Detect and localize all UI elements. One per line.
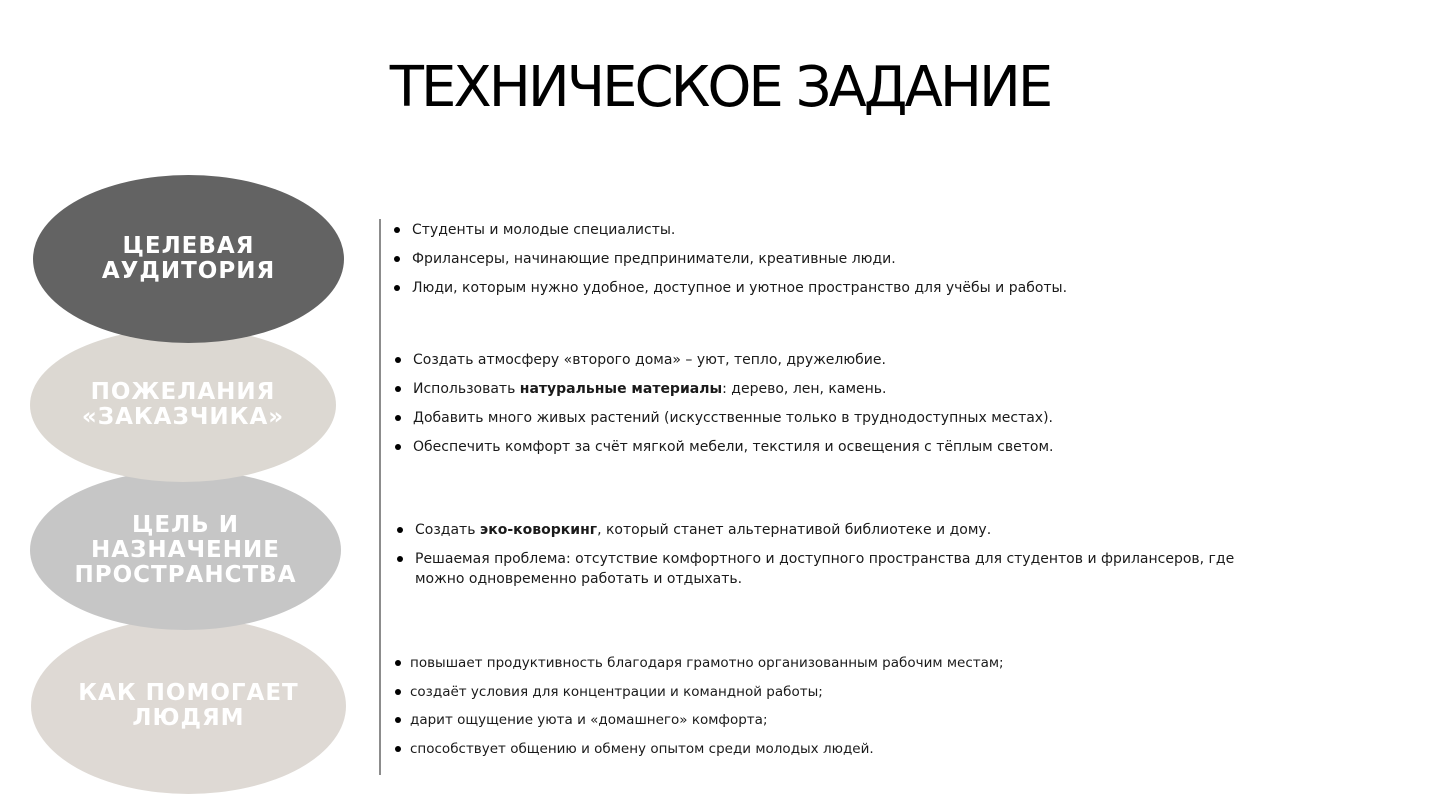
bullet-text: Люди, которым нужно удобное, доступное и уютное пространство для учёбы и работы. [412,280,1068,296]
bullet-item [395,520,1255,540]
bullet-item [395,549,1255,589]
bullet-item [393,408,1053,428]
section-ellipse-target-audience [33,175,344,343]
bullet-text: дарит ощущение уюта и «домашнего» комфорта; [410,712,768,728]
bullet-text: Создать [415,522,480,538]
bullet-bold-text: эко-коворкинг [479,522,598,538]
bullet-item [393,682,1004,702]
section-ellipse-client-wishes [30,328,336,482]
bullet-text: Обеспечить комфорт за счёт мягкой мебели, текстиля и освещения с тёплым светом. [413,439,1054,455]
bullet-item [392,220,1067,240]
bullet-text: повышает продуктивность благодаря грамотно организованным рабочим местам; [410,655,1004,671]
vertical-divider [379,219,381,775]
section-label-target-audience: ЦЕЛЕВАЯ АУДИТОРИЯ [101,233,276,284]
bullet-text: Фрилансеры, начинающие предприниматели, креативные люди. [412,251,896,267]
bullet-list-how-it-helps [393,653,1004,767]
section-label-how-it-helps: КАК ПОМОГАЕТ ЛЮДЯМ [78,680,299,731]
section-label-client-wishes: ПОЖЕЛАНИЯ «ЗАКАЗЧИКА» [81,379,285,430]
bullet-item [392,278,1067,298]
bullet-item [393,653,1004,673]
bullet-item [393,350,1053,370]
section-ellipse-how-it-helps [31,618,346,794]
bullet-text: создаёт условия для концентрации и командной работы; [410,683,823,700]
bullet-text: : дерево, лен, камень. [722,381,887,397]
bullet-text: , который станет альтернативой библиотеке и дому. [597,522,992,538]
slide-title: ТЕХНИЧЕСКОЕ ЗАДАНИЕ [389,55,1051,120]
bullet-item [393,437,1053,457]
bullet-text: Добавить много живых растений (искусственные только в труднодоступных местах). [413,410,1053,426]
section-ellipse-space-purpose [30,470,341,630]
bullet-text: Студенты и молодые специалисты. [412,222,676,238]
bullet-item [393,739,1004,759]
bullet-item [393,710,1004,730]
bullet-list-client-wishes [393,350,1053,466]
bullet-text: Решаемая проблема: отсутствие комфортного и доступного пространства для студентов и фрилансеров, где можно одновременно работать и отдыхать. [415,551,1235,587]
section-label-space-purpose: ЦЕЛЬ И НАЗНАЧЕНИЕ ПРОСТРАНСТВА [74,511,297,588]
bullet-text: Использовать [413,381,520,397]
bullet-list-space-purpose [395,520,1255,598]
bullet-item [392,249,1067,269]
bullet-item [393,379,1053,399]
bullet-text: способствует общению и обмену опытом среди молодых людей. [410,740,874,757]
bullet-list-target-audience [392,220,1067,307]
bullet-bold-text: натуральные материалы [519,381,723,397]
bullet-text: Создать атмосферу «второго дома» – уют, тепло, дружелюбие. [413,352,886,368]
